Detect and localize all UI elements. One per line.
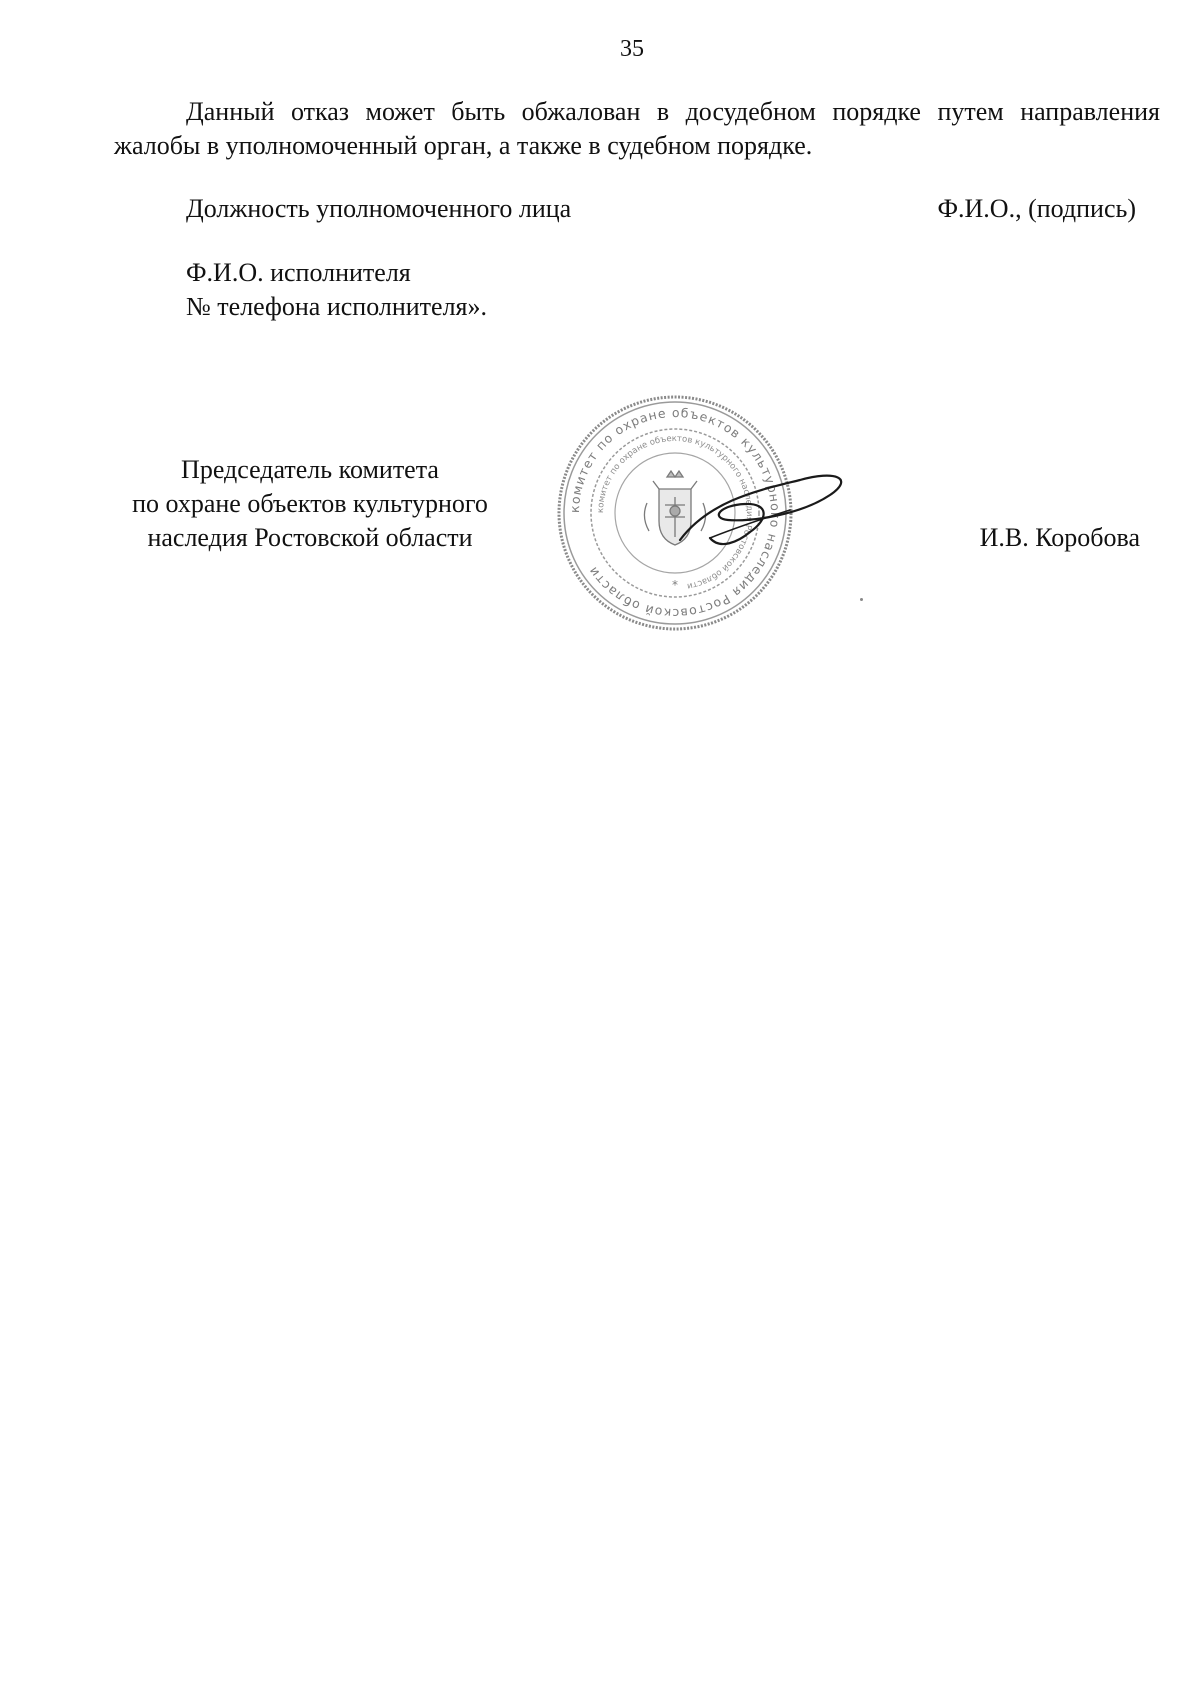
signatory-title bbox=[100, 453, 520, 555]
name-signature-placeholder: Ф.И.О., (подпись) bbox=[937, 194, 1136, 223]
authorized-person-position: Должность уполномоченного лица bbox=[186, 194, 572, 223]
executor-phone-line: № телефона исполнителя». bbox=[186, 292, 488, 321]
signatory-title-line1: Председатель комитета bbox=[181, 455, 439, 484]
appeal-paragraph: Данный отказ может быть обжалован в досудебном порядке путем направления жалобы в уполномоченный орган, а также в судебном порядке. bbox=[114, 97, 1160, 160]
page-number: 35 bbox=[620, 36, 644, 62]
signatory-title-line2: по охране объектов культурного bbox=[132, 489, 488, 518]
handwritten-signature bbox=[650, 460, 890, 580]
signatory-title-line3: наследия Ростовской области bbox=[147, 523, 473, 552]
seal-inner-text: комитет по охране объектов культурного наследия Ростовской области bbox=[595, 433, 755, 591]
scan-speck bbox=[860, 598, 863, 601]
executor-block bbox=[186, 256, 487, 324]
signatory-name: И.В. Коробова bbox=[979, 523, 1140, 552]
executor-name-line: Ф.И.О. исполнителя bbox=[186, 258, 411, 287]
seal-outer-text: комитет по охране объектов культурного наследия Ростовской области bbox=[566, 404, 784, 622]
svg-text:*: * bbox=[672, 578, 678, 592]
